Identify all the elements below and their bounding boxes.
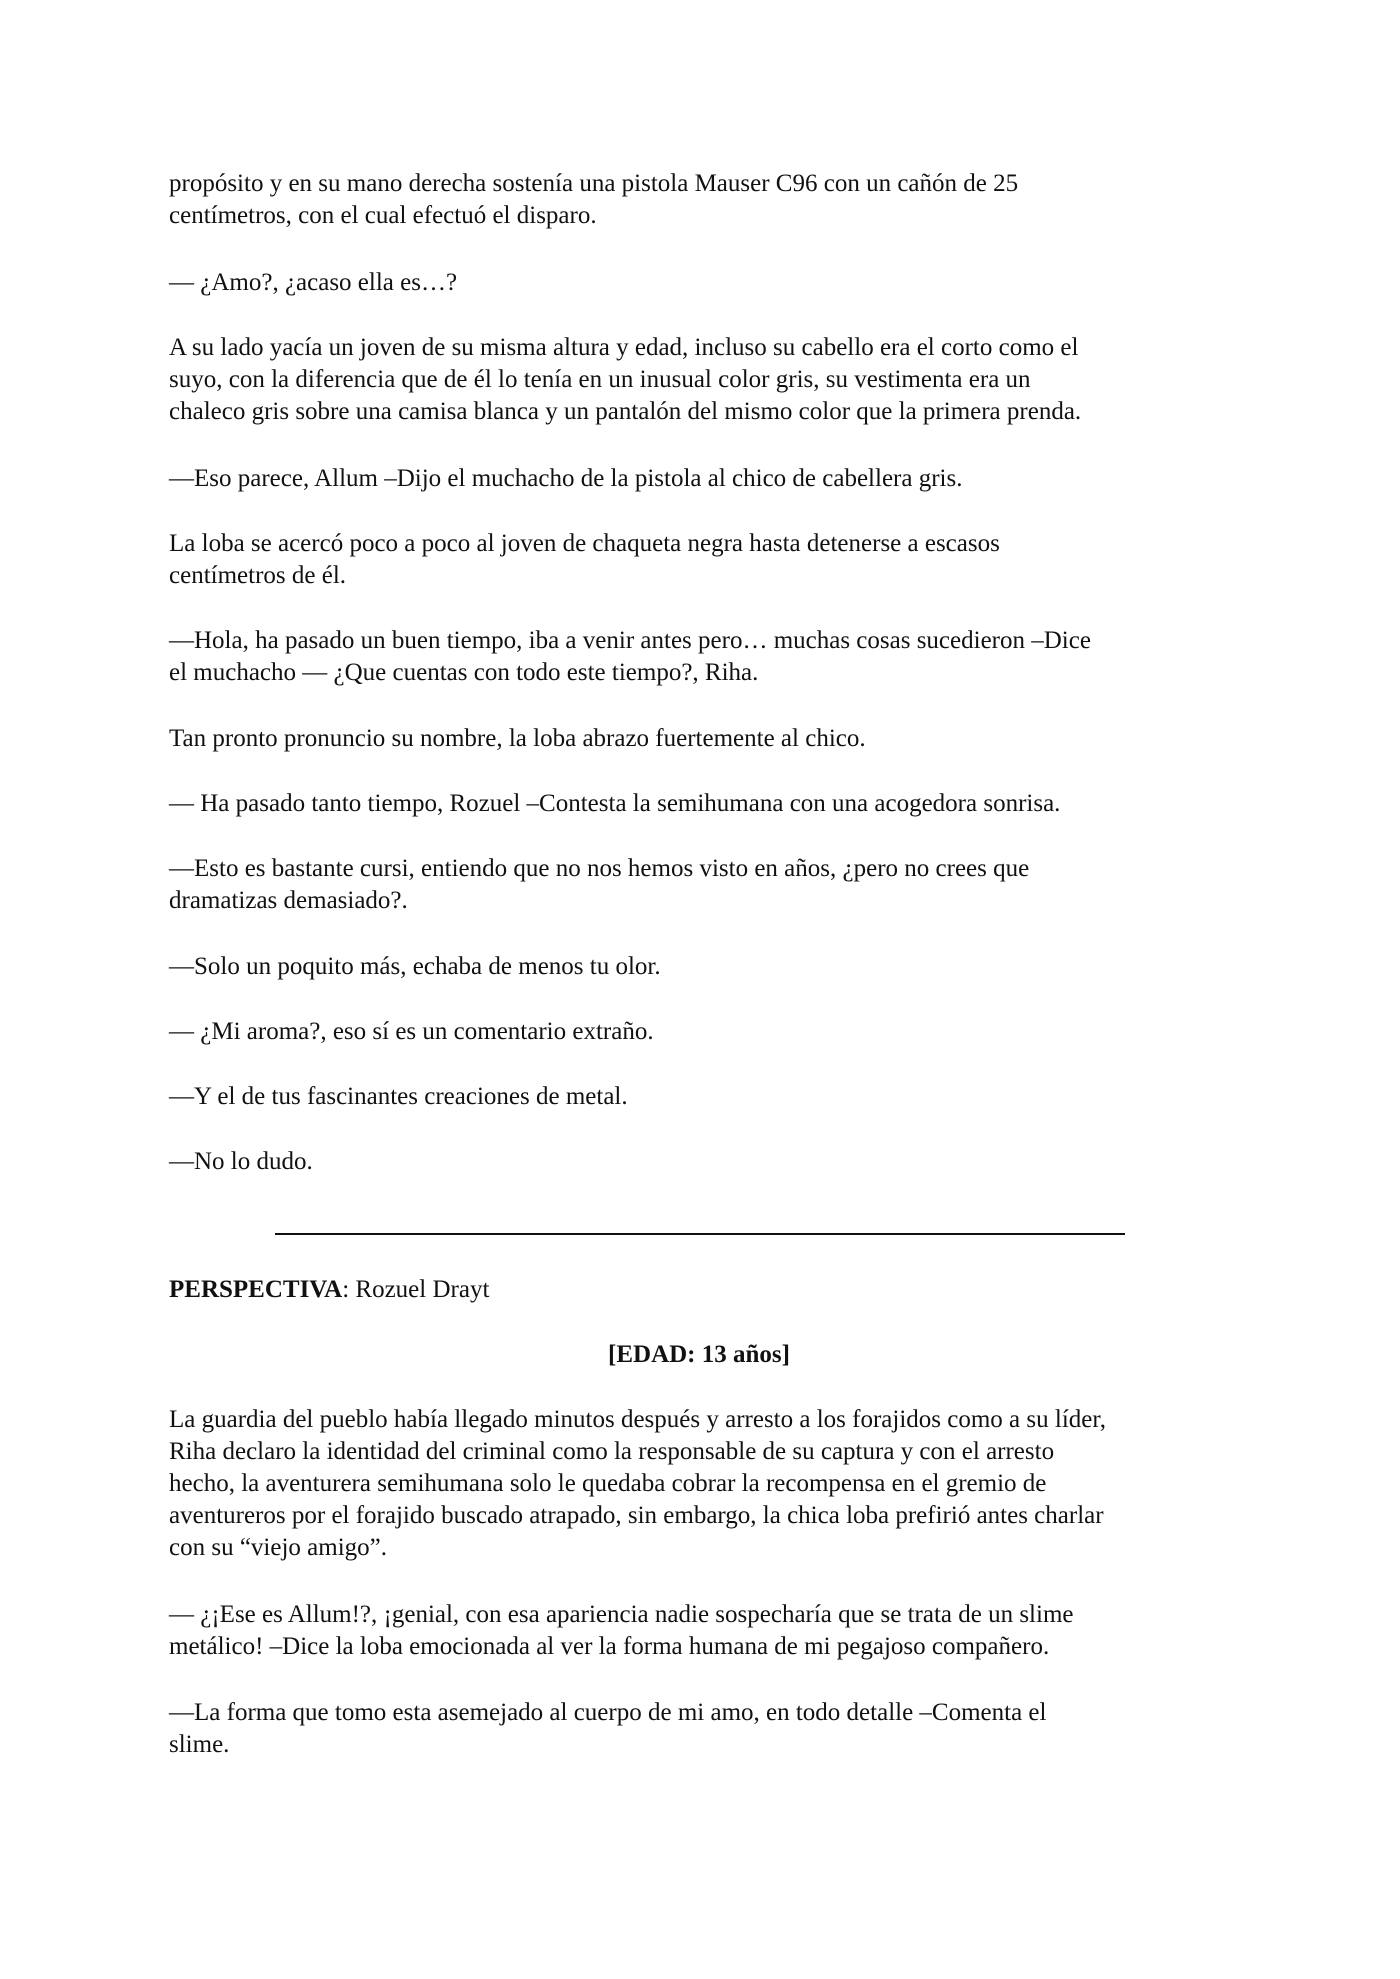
paragraph — [169, 168, 1239, 232]
paragraph — [169, 332, 1239, 428]
text-line: — Ha pasado tanto tiempo, Rozuel –Contesta la semihumana con una acogedora sonrisa. — [169, 790, 1061, 817]
text-line: el muchacho — ¿Que cuentas con todo este tiempo?, Riha. — [169, 659, 759, 686]
text-line: — ¿¡Ese es Allum!?, ¡genial, con esa apariencia nadie sospecharía que se trata de un slime — [169, 1601, 1074, 1628]
text-line: La guardia del pueblo había llegado minutos después y arresto a los forajidos como a su líder, — [169, 1406, 1106, 1433]
text-line: dramatizas demasiado?. — [169, 887, 408, 914]
text-line: —Eso parece, Allum –Dijo el muchacho de la pistola al chico de cabellera gris. — [169, 465, 963, 492]
text-line: La loba se acercó poco a poco al joven de chaqueta negra hasta detenerse a escasos — [169, 530, 1000, 557]
dialogue-line — [169, 951, 1239, 983]
dialogue-line — [169, 853, 1239, 917]
dialogue-line — [169, 788, 1239, 820]
text-line: centímetros, con el cual efectuó el disparo. — [169, 202, 597, 229]
text-line: —Solo un poquito más, echaba de menos tu olor. — [169, 953, 661, 980]
text-line: — ¿Mi aroma?, eso sí es un comentario extraño. — [169, 1018, 654, 1045]
dialogue-line — [169, 1016, 1239, 1048]
perspective-name: : Rozuel Drayt — [342, 1276, 490, 1303]
text-line: con su “viejo amigo”. — [169, 1534, 387, 1561]
text-line: —No lo dudo. — [169, 1148, 313, 1175]
paragraph — [169, 528, 1239, 592]
dialogue-line — [169, 267, 1239, 299]
text-line: —La forma que tomo esta asemejado al cuerpo de mi amo, en todo detalle –Comenta el — [169, 1699, 1047, 1726]
paragraph — [169, 723, 1239, 755]
text-line: metálico! –Dice la loba emocionada al ver la forma humana de mi pegajoso compañero. — [169, 1633, 1050, 1660]
dialogue-line — [169, 1081, 1239, 1113]
dialogue-line — [169, 1599, 1239, 1663]
dialogue-line — [169, 463, 1239, 495]
text-line: suyo, con la diferencia que de él lo tenía en un inusual color gris, su vestimenta era un — [169, 366, 1031, 393]
perspective-label: PERSPECTIVA — [169, 1276, 343, 1303]
dialogue-line — [169, 1146, 1239, 1178]
section-divider — [275, 1233, 1125, 1235]
text-line: chaleco gris sobre una camisa blanca y un pantalón del mismo color que la primera prenda. — [169, 398, 1082, 425]
perspective-heading — [169, 1274, 1239, 1306]
text-line: slime. — [169, 1731, 230, 1758]
text-line: aventureros por el forajido buscado atrapado, sin embargo, la chica loba prefirió antes charlar — [169, 1502, 1104, 1529]
text-line: propósito y en su mano derecha sostenía una pistola Mauser C96 con un cañón de 25 — [169, 170, 1019, 197]
text-line: centímetros de él. — [169, 562, 347, 589]
age-heading: [EDAD: 13 años] — [608, 1341, 790, 1368]
text-line: Tan pronto pronuncio su nombre, la loba abrazo fuertemente al chico. — [169, 725, 866, 752]
text-line: — ¿Amo?, ¿acaso ella es…? — [169, 269, 458, 296]
text-line: —Y el de tus fascinantes creaciones de metal. — [169, 1083, 628, 1110]
text-line: A su lado yacía un joven de su misma altura y edad, incluso su cabello era el corto como el — [169, 334, 1079, 361]
paragraph — [169, 1404, 1239, 1564]
text-line: —Esto es bastante cursi, entiendo que no nos hemos visto en años, ¿pero no crees que — [169, 855, 1030, 882]
text-line: Riha declaro la identidad del criminal como la responsable de su captura y con el arresto — [169, 1438, 1055, 1465]
dialogue-line — [169, 1697, 1239, 1761]
text-line: —Hola, ha pasado un buen tiempo, iba a venir antes pero… muchas cosas sucedieron –Dice — [169, 627, 1091, 654]
text-line: hecho, la aventurera semihumana solo le quedaba cobrar la recompensa en el gremio de — [169, 1470, 1047, 1497]
dialogue-line — [169, 625, 1239, 689]
